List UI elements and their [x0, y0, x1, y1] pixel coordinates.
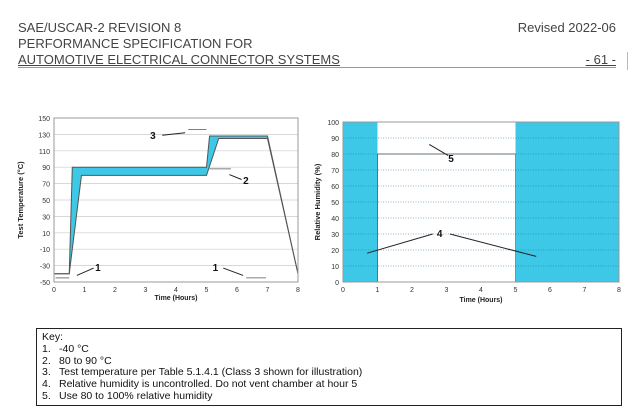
y-tick-label: 40 [331, 216, 339, 223]
callout-label: 5 [448, 153, 454, 165]
x-tick-label: 1 [375, 287, 380, 294]
x-tick-label: 8 [617, 287, 621, 294]
x-tick-label: 8 [296, 287, 300, 294]
y-tick-label: 110 [38, 148, 50, 156]
y-tick-label: -50 [39, 280, 50, 287]
x-tick-label: 2 [113, 287, 117, 294]
doc-id: SAE/USCAR-2 REVISION 8 [18, 20, 182, 35]
doc-title-line-2: PERFORMANCE SPECIFICATION FOR [18, 36, 253, 51]
x-tick-label: 3 [143, 287, 148, 294]
x-tick-label: 1 [82, 287, 87, 294]
humidity-chart [312, 112, 630, 310]
x-tick-label: 7 [582, 287, 587, 294]
key-item-number: 2. [42, 354, 51, 367]
x-tick-label: 5 [513, 287, 518, 294]
y-tick-label: 150 [38, 116, 50, 123]
y-tick-label: 70 [42, 181, 50, 189]
y-tick-label: 80 [331, 152, 339, 159]
y-tick-label: 10 [331, 264, 339, 271]
y-tick-label: 0 [335, 280, 339, 287]
y-tick-label: 50 [331, 200, 339, 207]
key-item-text: -40 °C [59, 342, 89, 355]
y-tick-label: -10 [39, 247, 50, 255]
y-axis-label: Test Temperature (°C) [16, 161, 25, 239]
y-tick-label: 20 [331, 248, 339, 255]
y-tick-label: -30 [39, 263, 50, 271]
x-tick-label: 0 [52, 287, 56, 294]
y-tick-label: 30 [331, 232, 339, 239]
key-item [42, 344, 621, 356]
margin-mark [627, 52, 628, 70]
revised-date: Revised 2022-06 [517, 20, 616, 35]
key-item-number: 3. [42, 366, 51, 379]
key-title: Key: [42, 331, 64, 343]
y-tick-label: 100 [327, 120, 339, 127]
key-item [42, 391, 621, 403]
y-axis-label: Relative Humidity (%) [313, 163, 322, 241]
callout-label: 2 [243, 176, 249, 188]
y-tick-label: 130 [38, 132, 50, 140]
callout-label: 4 [436, 229, 443, 240]
header-rule [18, 67, 616, 68]
key-item-text: 80 to 90 °C [59, 354, 112, 367]
temperature-chart [14, 112, 306, 302]
callout-label: 1 [95, 263, 101, 275]
x-tick-label: 6 [235, 287, 239, 294]
key-item-text: Test temperature per Table 5.1.4.1 (Class 3 shown for illustration) [59, 366, 363, 379]
x-tick-label: 4 [479, 287, 483, 294]
x-tick-label: 7 [265, 287, 270, 294]
x-tick-label: 3 [444, 287, 449, 294]
callout-label: 1 [212, 263, 219, 275]
key-item-text: Relative humidity is uncontrolled. Do not vent chamber at hour 5 [59, 378, 358, 391]
callout-label: 3 [150, 131, 156, 143]
key-item-text: Use 80 to 100% relative humidity [59, 389, 213, 402]
key-box [36, 328, 622, 406]
y-tick-label: 90 [331, 136, 339, 143]
doc-title-line-3: AUTOMOTIVE ELECTRICAL CONNECTOR SYSTEMS [18, 52, 340, 67]
x-axis-label: Time (Hours) [459, 297, 503, 304]
x-tick-label: 0 [341, 287, 345, 294]
x-tick-label: 2 [410, 287, 414, 294]
y-tick-label: 90 [42, 165, 50, 173]
x-tick-label: 5 [204, 287, 209, 294]
key-item-number: 1. [42, 342, 51, 355]
y-tick-label: 30 [42, 214, 50, 222]
y-tick-label: 10 [42, 230, 50, 238]
x-axis-label: Time (Hours) [154, 295, 198, 302]
key-item-number: 5. [42, 389, 51, 402]
y-tick-label: 60 [331, 184, 339, 191]
page-number: - 61 - [585, 52, 616, 67]
y-tick-label: 70 [331, 168, 339, 175]
x-tick-label: 4 [174, 287, 178, 294]
x-tick-label: 6 [548, 287, 552, 294]
y-tick-label: 50 [42, 198, 50, 205]
key-item-number: 4. [42, 378, 51, 391]
